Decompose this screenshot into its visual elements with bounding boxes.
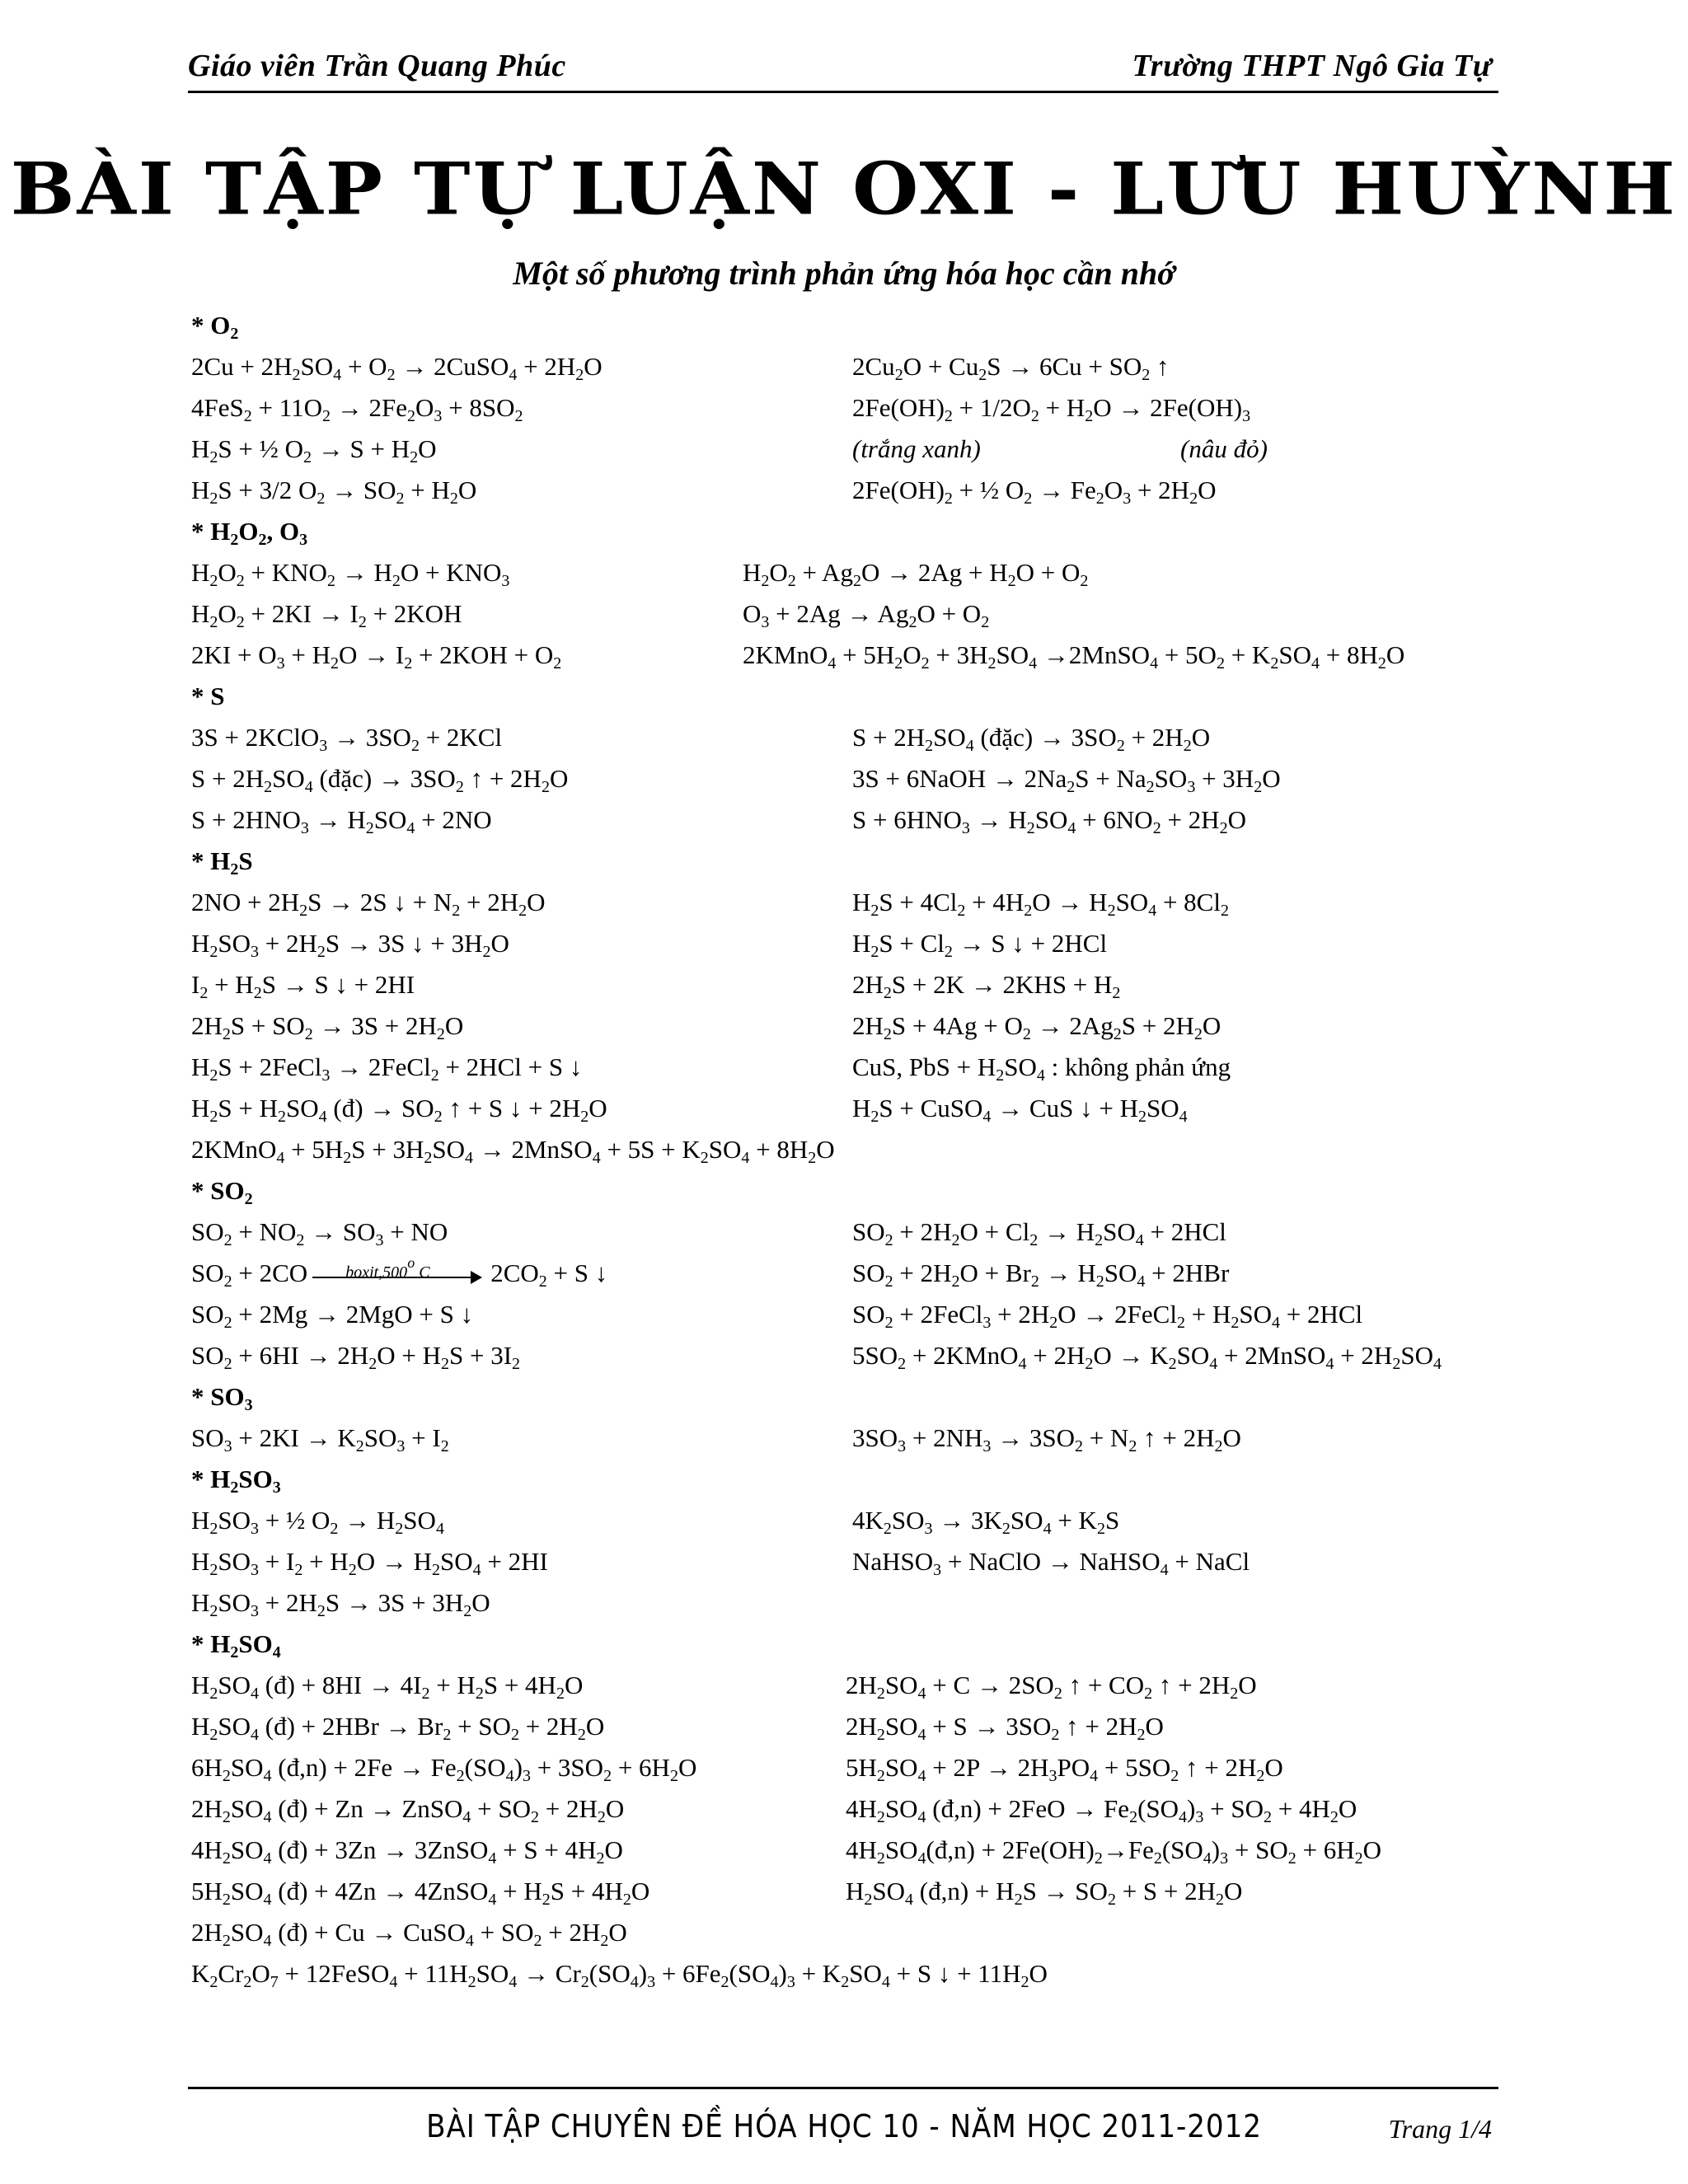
- equation-left: $H_2SO_3 + I_2 + H_2O \to H_2SO_4 + 2HI$: [191, 1547, 548, 1579]
- equation-left: $SO_2 + NO_2 \to SO_3$ + NO: [191, 1217, 448, 1249]
- equation-left: $S + 2H_2SO_4$ (đặc) → $3SO_2$ ↑ + $2H_2O$: [191, 764, 569, 796]
- equation-left: $H_2SO_3 + 2H_2S \to 3S + 3H_2O$: [191, 1588, 490, 1620]
- page-title: BÀI TẬP TỰ LUẬN OXI - LƯU HUỲNH: [10, 146, 1678, 232]
- equation-full: 2KMnO$_4$ + $5H_2S + 3H_2SO_4$ → 2MnSO$_4$ + $5S + K_2SO_4 + 8H_2O$: [191, 1135, 835, 1167]
- equation-row: [191, 1871, 1510, 1912]
- equation-left: $2Cu + 2H_2SO_4 + O_2$ → 2CuSO$_4$ + $2H_2O$: [191, 352, 603, 384]
- equation-row: [191, 387, 1510, 429]
- equation-row: [191, 923, 1510, 964]
- equation-full: $K_2Cr_2O_7$ + 12FeSO$_4$ + $11H_2SO_4 \to Cr_2(SO_4)_3 + 6Fe_2(SO_4)_3 + K_2SO_4 + S$ ↓ + $11H_2O$: [191, 1959, 1048, 1991]
- equation-row: [191, 1500, 1510, 1541]
- section-heading-so2: * $SO_2$: [191, 1176, 253, 1208]
- equation-right: $2Cu_2O + Cu_2S \to 6Cu + SO_2$ ↑: [852, 352, 1170, 384]
- equation-row: [191, 1212, 1510, 1253]
- equation-right: $2H_2S + 4Ag + O_2 \to 2Ag_2S + 2H_2O$: [852, 1011, 1221, 1043]
- equation-row: [191, 1665, 1510, 1706]
- equation-left: $2H_2S + SO_2 \to 3S + 2H_2O$: [191, 1011, 464, 1043]
- header-teacher: Giáo viên Trần Quang Phúc: [188, 49, 566, 83]
- equation-row: [191, 1088, 1510, 1129]
- equation-row: [191, 1830, 1510, 1871]
- equation-row: [191, 1706, 1510, 1747]
- section-heading-s: * S: [191, 682, 225, 710]
- equation-right: $H_2S$ + CuSO$_4$ → CuS ↓ + $H_2SO_4$: [852, 1094, 1188, 1126]
- equation-row: [191, 1129, 1510, 1170]
- equation-left: $SO_2 + 6HI \to 2H_2O + H_2S + 3I_2$: [191, 1341, 521, 1373]
- equation-row: [191, 1253, 1510, 1294]
- equation-right: 3S + 6NaOH → $2Na_2S + Na_2SO_3 + 3H_2O$: [852, 764, 1281, 796]
- equation-left: $H_2S$ + 2FeCl$_3$ → 2FeCl$_2$ + 2HCl + S ↓: [191, 1052, 583, 1085]
- equation-right: $2Fe(OH)_2$ + ½ $O_2 \to Fe_2O_3 + 2H_2O$: [852, 476, 1217, 508]
- equation-row: [191, 1582, 1510, 1624]
- equation-left: $H_2O_2 + KNO_2 \to H_2O + KNO_3$: [191, 558, 510, 590]
- equation-right: $4H_2SO_4(đ,n) + 2Fe(OH)_2\to Fe_2(SO_4)_3 + SO_2 + 6H_2O$: [846, 1835, 1382, 1868]
- equation-left: $H_2S$ + ½ $O_2 \to S + H_2O$: [191, 434, 437, 466]
- section-heading-h2o2-o3: * $H_2O_2$, $O_3$: [191, 517, 308, 549]
- equation-row: [191, 1788, 1510, 1830]
- section-heading-h2s: * $H_2S$: [191, 846, 253, 879]
- equation-left: $SO_2 + 2Mg \to 2MgO + S$ ↓: [191, 1300, 474, 1332]
- equation-left: $H_2O_2 + 2KI \to I_2 + 2KOH$: [191, 599, 462, 631]
- equation-left: $H_2S + H_2SO_4$ (đ) → $SO_2$ ↑ + S ↓ + $2H_2O$: [191, 1094, 607, 1126]
- equation-left: $4H_2SO_4$ (đ) + 3Zn → 3ZnSO$_4$ + $S + 4H_2O$: [191, 1835, 623, 1868]
- page-number: Trang 1/4: [1388, 2114, 1492, 2144]
- equation-right: $5SO_2$ + 2KMnO$_4$ + $2H_2O \to K_2SO_4$ + 2MnSO$_4$ + $2H_2SO_4$: [852, 1341, 1442, 1373]
- page-subtitle: Một số phương trình phản ứng hóa học cần nhớ: [513, 255, 1175, 292]
- color-note-brown-red: (nâu đỏ): [1180, 434, 1268, 463]
- equation-row: [191, 470, 1510, 511]
- equation-right: $3SO_3 + 2NH_3 \to 3SO_2 + N_2$ ↑ + $2H_2O$: [852, 1423, 1241, 1455]
- equation-row: [191, 882, 1510, 923]
- equation-right: $2H_2S + 2K \to 2KHS + H_2$: [852, 970, 1121, 1002]
- equation-right: $H_2S + 4Cl_2 + 4H_2O \to H_2SO_4 + 8Cl_2$: [852, 888, 1229, 920]
- section-heading-so3: * $SO_3$: [191, 1382, 253, 1414]
- equation-left: 3S + 2KClO$_3$ → $3SO_2 + 2KCl$: [191, 723, 503, 755]
- equation-row: [191, 1747, 1510, 1788]
- equation-left: $H_2SO_4$ (đ) + $8HI \to 4I_2 + H_2S + 4H_2O$: [191, 1671, 584, 1703]
- equation-row: [191, 1294, 1510, 1335]
- equation-row: [191, 1335, 1510, 1376]
- equation-row: [191, 799, 1510, 841]
- equation-right: CuS, PbS + $H_2SO_4$ : không phản ứng: [852, 1052, 1231, 1085]
- header-divider: [188, 91, 1498, 93]
- equation-row: [191, 346, 1510, 387]
- equation-left: $4FeS_2 + 11O_2 \to 2Fe_2O_3 + 8SO_2$: [191, 393, 523, 425]
- equation-right: $SO_2$ + 2FeCl$_3$ + $2H_2O$ → 2FeCl$_2$ + $H_2SO_4 + 2HCl$: [852, 1300, 1363, 1332]
- equation-left: $H_2SO_3 + 2H_2S \to 3S$ ↓ + $3H_2O$: [191, 929, 509, 961]
- equation-left: $2NO + 2H_2S \to 2S$ ↓ + $N_2 + 2H_2O$: [191, 888, 546, 920]
- equation-row: [191, 1418, 1510, 1459]
- section-heading-h2so3: * $H_2SO_3$: [191, 1465, 281, 1497]
- equation-row: [191, 635, 1510, 676]
- equation-left: $I_2 + H_2S \to S$ ↓ + 2HI: [191, 970, 415, 1002]
- equation-right: $2H_2SO_4 + S \to 3SO_2$ ↑ + $2H_2O$: [846, 1712, 1164, 1744]
- equation-left: $5H_2SO_4$ (đ) + 4Zn → 4ZnSO$_4$ + $H_2S + 4H_2O$: [191, 1877, 650, 1909]
- equation-row: [191, 717, 1510, 758]
- equation-left: $H_2S + 3/2$ $O_2 \to SO_2 + H_2O$: [191, 476, 477, 508]
- equation-row: [191, 593, 1510, 635]
- equation-row: [191, 758, 1510, 799]
- equation-left: $2H_2SO_4$ (đ) + Zn → ZnSO$_4$ + $SO_2 + 2H_2O$: [191, 1794, 625, 1826]
- equation-right: $4H_2SO_4$ (đ,n) + $2FeO \to Fe_2(SO_4)_3 + SO_2 + 4H_2O$: [846, 1794, 1357, 1826]
- equation-right: $S + 2H_2SO_4$ (đặc) → $3SO_2 + 2H_2O$: [852, 723, 1211, 755]
- equation-left: $6H_2SO_4$ (đ,n) + $2Fe \to Fe_2(SO_4)_3 + 3SO_2 + 6H_2O$: [191, 1753, 697, 1785]
- equation-right: $5H_2SO_4 + 2P \to 2H_3PO_4 + 5SO_2$ ↑ + $2H_2O$: [846, 1753, 1283, 1785]
- equation-left: $SO_3 + 2KI \to K_2SO_3 + I_2$: [191, 1423, 449, 1455]
- equation-row: [191, 1912, 1510, 1953]
- header-school: Trường THPT Ngô Gia Tự: [1132, 49, 1492, 83]
- catalyst-arrow: boxit,500$^o$ C: [312, 1263, 485, 1288]
- equation-right: $H_2O_2 + Ag_2O \to 2Ag + H_2O + O_2$: [743, 558, 1089, 590]
- equation-right: NaHSO$_3$ + NaClO → NaHSO$_4$ + NaCl: [852, 1547, 1250, 1579]
- equation-left: $H_2SO_4$ (đ) + $2HBr \to Br_2 + SO_2 + 2H_2O$: [191, 1712, 605, 1744]
- footer-divider: [188, 2087, 1498, 2089]
- equation-right: $2H_2SO_4 + C \to 2SO_2$ ↑ + $CO_2$ ↑ + $2H_2O$: [846, 1671, 1257, 1703]
- equation-list: [191, 305, 1510, 1994]
- equation-right: $S + 6HNO_3 \to H_2SO_4 + 6NO_2 + 2H_2O$: [852, 805, 1246, 837]
- color-note-white-green: (trắng xanh): [852, 434, 981, 463]
- equation-row: [191, 1953, 1510, 1994]
- section-heading-h2so4: * $H_2SO_4$: [191, 1629, 281, 1661]
- equation-row: [191, 1047, 1510, 1088]
- equation-right: 2KMnO$_4$ + $5H_2O_2 + 3H_2SO_4$ →2MnSO$_4$ + $5O_2 + K_2SO_4 + 8H_2O$: [743, 640, 1405, 673]
- equation-left: $SO_2 + 2CO$ boxit,500$^o$ C $2CO_2 + S$ ↓: [191, 1254, 608, 1291]
- equation-right: $H_2S + Cl_2 \to S$ ↓ + 2HCl: [852, 929, 1108, 961]
- equation-left: $2H_2SO_4$ (đ) + Cu → CuSO$_4$ + $SO_2 + 2H_2O$: [191, 1918, 627, 1950]
- equation-row: [191, 1541, 1510, 1582]
- equation-row: [191, 552, 1510, 593]
- equation-right: $SO_2 + 2H_2O + Cl_2 \to H_2SO_4 + 2HCl$: [852, 1217, 1226, 1249]
- equation-right: $2Fe(OH)_2 + 1/2O_2 + H_2O \to 2Fe(OH)_3$: [852, 393, 1251, 425]
- footer-course: BÀI TẬP CHUYÊN ĐỀ HÓA HỌC 10 - NĂM HỌC 2011-2012: [426, 2108, 1262, 2144]
- equation-right: $O_3 + 2Ag \to Ag_2O + O_2$: [743, 599, 990, 631]
- equation-left: $H_2SO_3$ + ½ $O_2 \to H_2SO_4$: [191, 1506, 444, 1538]
- equation-right: $SO_2 + 2H_2O + Br_2 \to H_2SO_4 + 2HBr$: [852, 1258, 1230, 1291]
- equation-right: $4K_2SO_3 \to 3K_2SO_4 + K_2S$: [852, 1506, 1120, 1538]
- equation-right: $H_2SO_4$ (đ,n) + $H_2S \to SO_2 + S + 2H_2O$: [846, 1877, 1243, 1909]
- equation-row: [191, 1005, 1510, 1047]
- section-heading-o2: * $O_2$: [191, 311, 239, 343]
- equation-left: $2KI + O_3 + H_2O \to I_2 + 2KOH + O_2$: [191, 640, 562, 673]
- equation-left: $S + 2HNO_3 \to H_2SO_4 + 2NO$: [191, 805, 492, 837]
- equation-row: [191, 964, 1510, 1005]
- equation-row: [191, 429, 1510, 470]
